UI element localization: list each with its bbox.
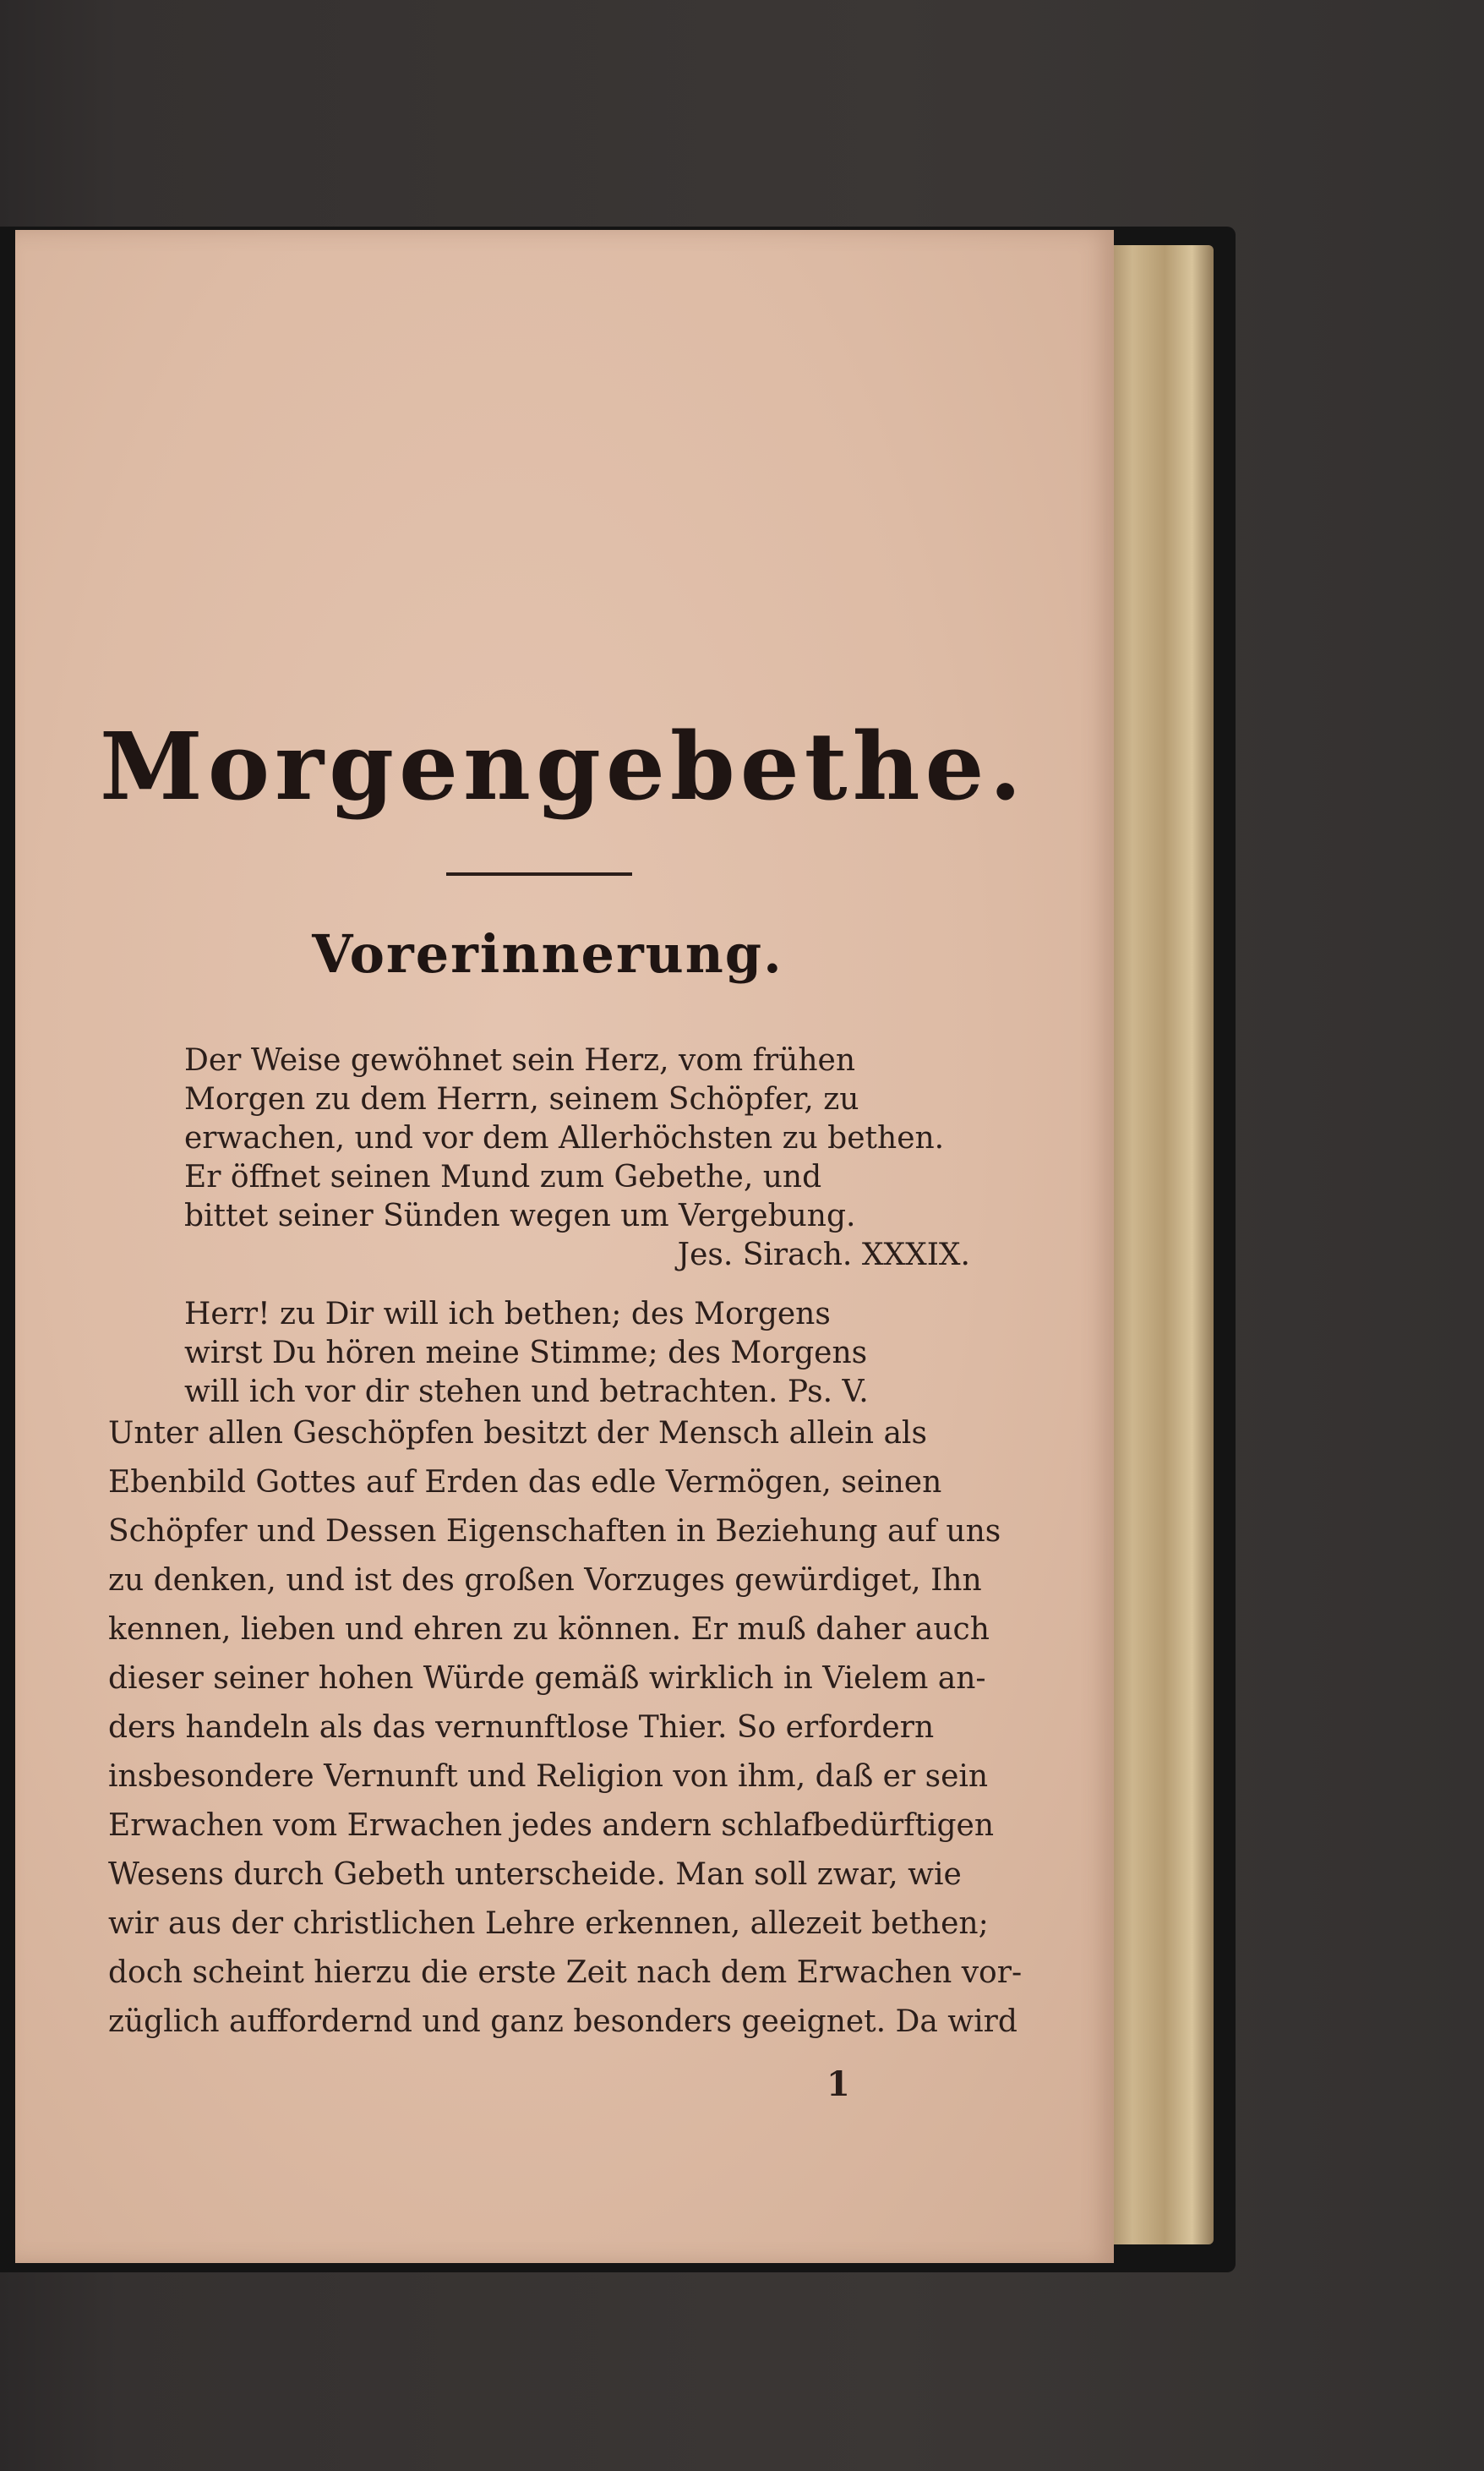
page-title: Morgengebethe. [100, 712, 1027, 821]
page-content [15, 230, 1114, 2263]
body-line: dieser seiner hohen Würde gemäß wirklich in Vielem an- [108, 1661, 986, 1696]
psalm-quote [184, 1295, 996, 1412]
psalm-line: will ich vor dir stehen und betrachten. Ps. V. [184, 1375, 869, 1409]
section-heading: Vorerinnerung. [312, 923, 783, 985]
body-line: Unter allen Geschöpfen besitzt der Mensch allein als [108, 1416, 927, 1451]
body-line: zu denken, und ist des großen Vorzuges gewürdiget, Ihn [108, 1563, 982, 1598]
psalm-line: wirst Du hören meine Stimme; des Morgens [184, 1336, 868, 1370]
body-line: wir aus der christlichen Lehre erkennen, allezeit bethen; [108, 1906, 989, 1941]
body-line: Erwachen vom Erwachen jedes andern schlafbedürftigen [108, 1808, 995, 1843]
epigraph [184, 1041, 996, 1275]
body-line: doch scheint hierzu die erste Zeit nach dem Erwachen vor- [108, 1955, 1023, 1990]
body-line: Wesens durch Gebeth unterscheide. Man soll zwar, wie [108, 1857, 962, 1892]
epigraph-line: Morgen zu dem Herrn, seinem Schöpfer, zu [184, 1082, 859, 1117]
epigraph-line: erwachen, und vor dem Allerhöchsten zu bethen. [184, 1121, 945, 1156]
body-line: Schöpfer und Dessen Eigenschaften in Beziehung auf uns [108, 1514, 1001, 1549]
body-line: kennen, lieben und ehren zu können. Er muß daher auch [108, 1612, 990, 1647]
body-line: insbesondere Vernunft und Religion von ihm, daß er sein [108, 1759, 989, 1794]
epigraph-citation: Jes. Sirach. XXXIX. [677, 1238, 970, 1272]
page-edges [1105, 245, 1214, 2244]
body-line: züglich auffordernd und ganz besonders geeignet. Da wird [108, 2004, 1018, 2039]
book-page [15, 230, 1114, 2263]
body-line: ders handeln als das vernunftlose Thier. So erfordern [108, 1710, 935, 1745]
epigraph-line: Er öffnet seinen Mund zum Gebethe, und [184, 1160, 822, 1194]
title-divider [446, 872, 632, 876]
psalm-line: Herr! zu Dir will ich bethen; des Morgens [184, 1297, 831, 1331]
body-line: Ebenbild Gottes auf Erden das edle Vermögen, seinen [108, 1465, 942, 1500]
page-number: 1 [827, 2064, 850, 2104]
body-paragraph [108, 1409, 1023, 2047]
epigraph-line: bittet seiner Sünden wegen um Vergebung. [184, 1199, 856, 1233]
epigraph-line: Der Weise gewöhnet sein Herz, vom frühen [184, 1043, 856, 1078]
